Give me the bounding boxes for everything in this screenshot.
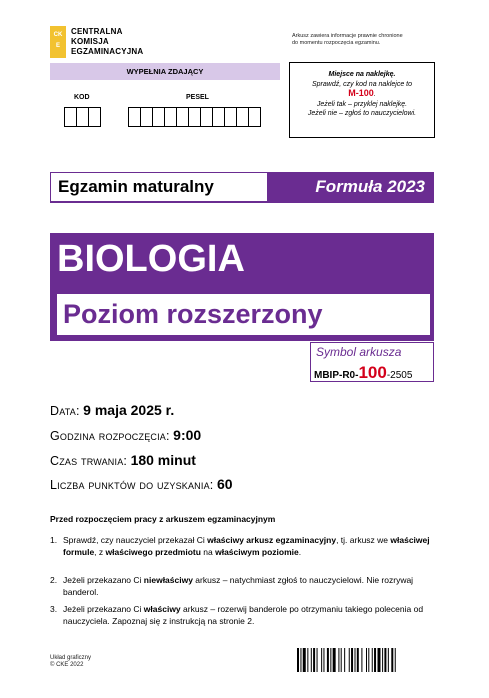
instruction-item-1	[50, 535, 430, 558]
sticker-line3: Jeżeli nie – zgłoś to nauczycielowi.	[307, 110, 417, 117]
barcode-bar	[341, 648, 342, 672]
subject-block	[50, 233, 434, 341]
sticker-title: Miejsce na naklejkę.	[328, 71, 396, 78]
exam-name: Egzamin maturalny	[51, 173, 267, 201]
barcode-bar	[351, 648, 353, 672]
exam-date	[50, 402, 174, 418]
instr-text: na	[200, 546, 216, 557]
footer-line1: Układ graficzny	[50, 655, 92, 661]
barcode-bar	[317, 648, 318, 672]
logo-glyph-top: CK	[53, 32, 63, 38]
barcode-bar	[300, 648, 301, 672]
instr-emphasis: właściwego przedmiotu	[105, 546, 201, 557]
barcode-bar	[395, 648, 396, 672]
instruction-number: 3.	[50, 604, 58, 614]
barcode-bar	[384, 648, 386, 672]
subject-level: Poziom rozszerzony	[57, 294, 430, 335]
points-value: 60	[216, 476, 233, 492]
instr-emphasis: niewłaściwy	[143, 575, 193, 585]
instr-emphasis: właściwy	[143, 604, 181, 614]
notice-line: do momentu rozpoczęcia egzaminu.	[292, 40, 381, 46]
kod-boxes[interactable]	[64, 107, 100, 127]
barcode-bar	[391, 648, 393, 672]
confidentiality-notice	[292, 33, 442, 47]
sticker-area[interactable]	[289, 62, 435, 138]
date-label: Data:	[50, 404, 80, 418]
barcode-icon	[297, 648, 436, 672]
sheet-symbol-code	[314, 363, 412, 383]
instr-emphasis: właściwym poziomie	[215, 546, 299, 557]
cke-logo-text	[71, 27, 143, 57]
sticker-code: M-100	[348, 88, 374, 98]
kod-label: KOD	[74, 94, 90, 101]
barcode-bar	[321, 648, 322, 672]
subject-name: BIOLOGIA	[57, 238, 245, 280]
logo-line: EGZAMINACYJNA	[71, 47, 144, 56]
barcode-bar	[330, 648, 331, 672]
barcode-bar	[366, 648, 367, 672]
pesel-label: PESEL	[186, 94, 209, 101]
duration-label: Czas trwania:	[50, 454, 128, 468]
barcode-bar	[327, 648, 329, 672]
kod-box[interactable]	[88, 107, 101, 127]
instruction-item-3	[50, 604, 430, 627]
symbol-number: 100	[358, 363, 387, 382]
barcode-bar	[378, 648, 381, 672]
exam-duration	[50, 452, 196, 468]
barcode-bar	[323, 648, 324, 672]
cke-logo-mark	[50, 26, 66, 58]
instruction-number: 1.	[50, 535, 58, 545]
instr-text: Sprawdź, czy nauczyciel przekazał Ci	[63, 535, 208, 545]
logo-glyph-bottom: E	[55, 43, 60, 49]
barcode-bar	[361, 648, 362, 672]
instr-text: , z	[94, 546, 106, 557]
barcode-bar	[349, 648, 350, 672]
barcode-bar	[368, 648, 369, 672]
instr-text: arkusz – natychmiast zgłoś to nauczycielowi. Nie rozrywaj banderol.	[63, 575, 414, 597]
instructions-title: Przed rozpoczęciem pracy z arkuszem egzaminacyjnym	[50, 514, 276, 524]
footer-credits	[50, 655, 91, 669]
points-label: Liczba punktów do uzyskania:	[50, 478, 214, 492]
instr-text: .	[298, 546, 302, 557]
instr-text: , tj. arkusz we	[336, 535, 391, 545]
instr-text: Jeżeli przekazano Ci	[63, 575, 144, 585]
barcode-bar	[374, 648, 376, 672]
sticker-line1: Sprawdź, czy kod na naklejce to	[312, 80, 412, 88]
barcode-bar	[313, 648, 315, 672]
instr-emphasis: właściwej formule	[63, 535, 430, 557]
sheet-symbol-box	[310, 342, 434, 382]
sticker-code-suffix: .	[373, 91, 376, 98]
barcode-bar	[344, 648, 345, 672]
sticker-line2: Jeżeli tak – przyklej naklejkę.	[316, 100, 408, 108]
fill-by-candidate-band: WYPEŁNIA ZDAJĄCY	[50, 63, 280, 80]
instr-emphasis: właściwy arkusz egzaminacyjny	[207, 535, 337, 545]
exam-points	[50, 476, 233, 492]
barcode-bar	[338, 648, 339, 672]
pesel-box[interactable]	[248, 107, 261, 127]
symbol-prefix: MBIP-R0-	[314, 370, 359, 381]
instr-text: arkusz – rozerwij banderole po otrzymaniu takiego polecenia od nauczyciela. Zapoznaj się z instrukcją na stronie 2.	[63, 604, 424, 626]
barcode-bar	[382, 648, 383, 672]
exam-bar	[50, 172, 434, 203]
exam-formula: Formuła 2023	[315, 177, 425, 196]
logo-line: KOMISJA	[71, 37, 109, 46]
duration-value: 180 minut	[130, 452, 196, 468]
barcode-bar	[307, 648, 308, 672]
barcode-bar	[333, 648, 336, 672]
sheet-symbol-label: Symbol arkusza	[316, 345, 402, 359]
barcode-bar	[311, 648, 312, 672]
pesel-boxes[interactable]	[128, 107, 260, 127]
start-label: Godzina rozpoczęcia:	[50, 429, 170, 443]
footer-line2: © CKE 2022	[50, 662, 84, 668]
barcode-bar	[355, 648, 356, 672]
instruction-item-2	[50, 575, 430, 598]
barcode-bar	[297, 648, 299, 672]
exam-start-time	[50, 427, 201, 443]
symbol-suffix: -2505	[386, 370, 413, 381]
logo-line: CENTRALNA	[71, 27, 123, 36]
barcode-bar	[388, 648, 389, 672]
start-value: 9:00	[173, 427, 202, 443]
instruction-number: 2.	[50, 575, 58, 585]
notice-line: Arkusz zawiera informacje prawnie chronione	[292, 33, 403, 39]
barcode-bar	[357, 648, 359, 672]
barcode-bar	[303, 648, 306, 672]
date-value: 9 maja 2025 r.	[83, 402, 175, 418]
instr-text: Jeżeli przekazano Ci	[63, 604, 144, 614]
barcode-bar	[372, 648, 373, 672]
